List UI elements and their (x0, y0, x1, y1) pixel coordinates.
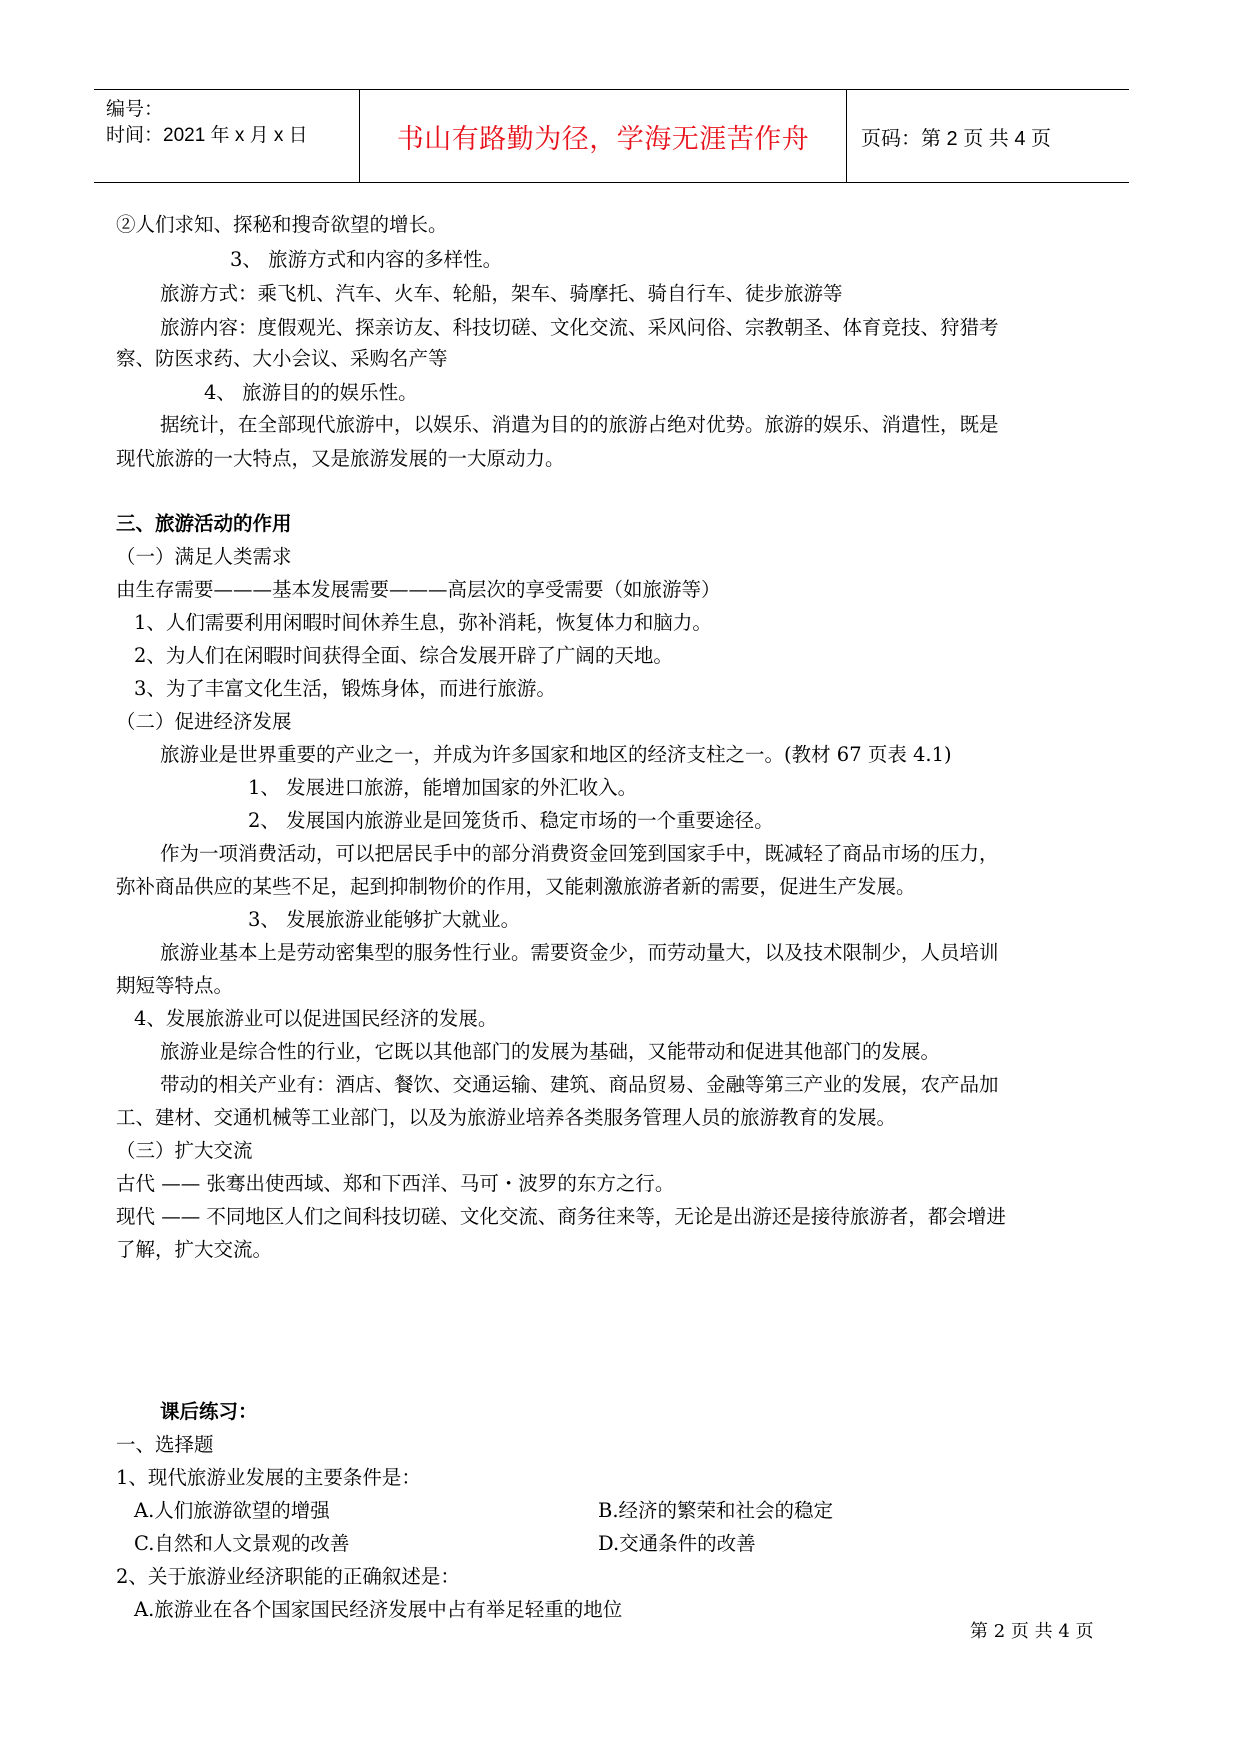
text-line: 作为一项消费活动，可以把居民手中的部分消费资金回笼到国家手中，既减轻了商品市场的压力， (160, 842, 999, 865)
text-line: 弥补商品供应的某些不足，起到抑制物价的作用，又能刺激旅游者新的需要，促进生产发展。 (116, 875, 916, 898)
text-line: 带动的相关产业有：酒店、餐饮、交通运输、建筑、商品贸易、金融等第三产业的发展，农产品加 (160, 1073, 999, 1096)
text-line: 期短等特点。 (116, 974, 234, 997)
time-label: 时间：2021 年 x 月 x 日 (106, 125, 308, 146)
text-line: 2、 发展国内旅游业是回笼货币、稳定市场的一个重要途径。 (248, 809, 774, 832)
exercise-heading: 课后练习： (160, 1400, 258, 1423)
question-2: 2、关于旅游业经济职能的正确叙述是： (116, 1565, 460, 1588)
text-line: 由生存需要———基本发展需要———高层次的享受需要（如旅游等） (116, 578, 721, 601)
text-line: 2、为人们在闲暇时间获得全面、综合发展开辟了广阔的天地。 (134, 644, 673, 667)
text-line: 旅游业是世界重要的产业之一，并成为许多国家和地区的经济支柱之一。(教材 67 页表 4.1) (160, 743, 952, 766)
text-line: 现代旅游的一大特点，又是旅游发展的一大原动力。 (116, 447, 565, 470)
text-line: 旅游业是综合性的行业，它既以其他部门的发展为基础，又能带动和促进其他部门的发展。 (160, 1040, 941, 1063)
text-line: 古代 —— 张骞出使西域、郑和下西洋、马可・波罗的东方之行。 (116, 1172, 675, 1195)
subsection-heading: （二）促进经济发展 (116, 710, 292, 733)
text-line: 察、防医求药、大小会议、采购名产等 (116, 347, 448, 370)
page-footer: 第 2 页 共 4 页 (970, 1621, 1094, 1642)
question-1: 1、现代旅游业发展的主要条件是： (116, 1466, 421, 1489)
header-table (94, 89, 1129, 183)
text-line: 工、建材、交通机械等工业部门，以及为旅游业培养各类服务管理人员的旅游教育的发展。 (116, 1106, 897, 1129)
option-b: B.经济的繁荣和社会的稳定 (598, 1499, 834, 1522)
option-c: C.自然和人文景观的改善 (134, 1532, 350, 1555)
text-line: 旅游业基本上是劳动密集型的服务性行业。需要资金少，而劳动量大，以及技术限制少，人员培训 (160, 941, 999, 964)
text-line: ②人们求知、探秘和搜奇欲望的增长。 (116, 213, 448, 236)
question-section: 一、选择题 (116, 1433, 214, 1456)
serial-label: 编号： (106, 99, 164, 120)
header-left-cell (94, 90, 360, 182)
option-d: D.交通条件的改善 (598, 1532, 756, 1555)
text-line: 1、 发展进口旅游，能增加国家的外汇收入。 (248, 776, 638, 799)
option-a: A.旅游业在各个国家国民经济发展中占有举足轻重的地位 (134, 1598, 623, 1621)
text-line: 了解，扩大交流。 (116, 1238, 273, 1261)
text-line: 4、 旅游目的的娱乐性。 (204, 381, 418, 404)
option-a: A.人们旅游欲望的增强 (134, 1499, 330, 1522)
subsection-heading: （三）扩大交流 (116, 1139, 253, 1162)
subsection-heading: （一）满足人类需求 (116, 545, 292, 568)
text-line: 据统计，在全部现代旅游中，以娱乐、消遣为目的的旅游占绝对优势。旅游的娱乐、消遣性，既是 (160, 413, 999, 436)
text-line: 3、为了丰富文化生活，锻炼身体，而进行旅游。 (134, 677, 556, 700)
page-info: 页码：第 2 页 共 4 页 (861, 127, 1052, 150)
text-line: 旅游方式：乘飞机、汽车、火车、轮船，架车、骑摩托、骑自行车、徒步旅游等 (160, 282, 843, 305)
text-line: 4、发展旅游业可以促进国民经济的发展。 (134, 1007, 498, 1030)
motto: 书山有路勤为径，学海无涯苦作舟 (360, 90, 847, 182)
section-heading: 三、旅游活动的作用 (116, 512, 292, 535)
text-line: 现代 —— 不同地区人们之间科技切磋、文化交流、商务往来等，无论是出游还是接待旅游者，都会增进 (116, 1205, 1006, 1228)
text-line: 旅游内容：度假观光、探亲访友、科技切磋、文化交流、采风问俗、宗教朝圣、体育竞技、狩猎考 (160, 316, 999, 339)
text-line: 3、 发展旅游业能够扩大就业。 (248, 908, 521, 931)
text-line: 3、 旅游方式和内容的多样性。 (230, 248, 503, 271)
text-line: 1、人们需要利用闲暇时间休养生息，弥补消耗，恢复体力和脑力。 (134, 611, 712, 634)
